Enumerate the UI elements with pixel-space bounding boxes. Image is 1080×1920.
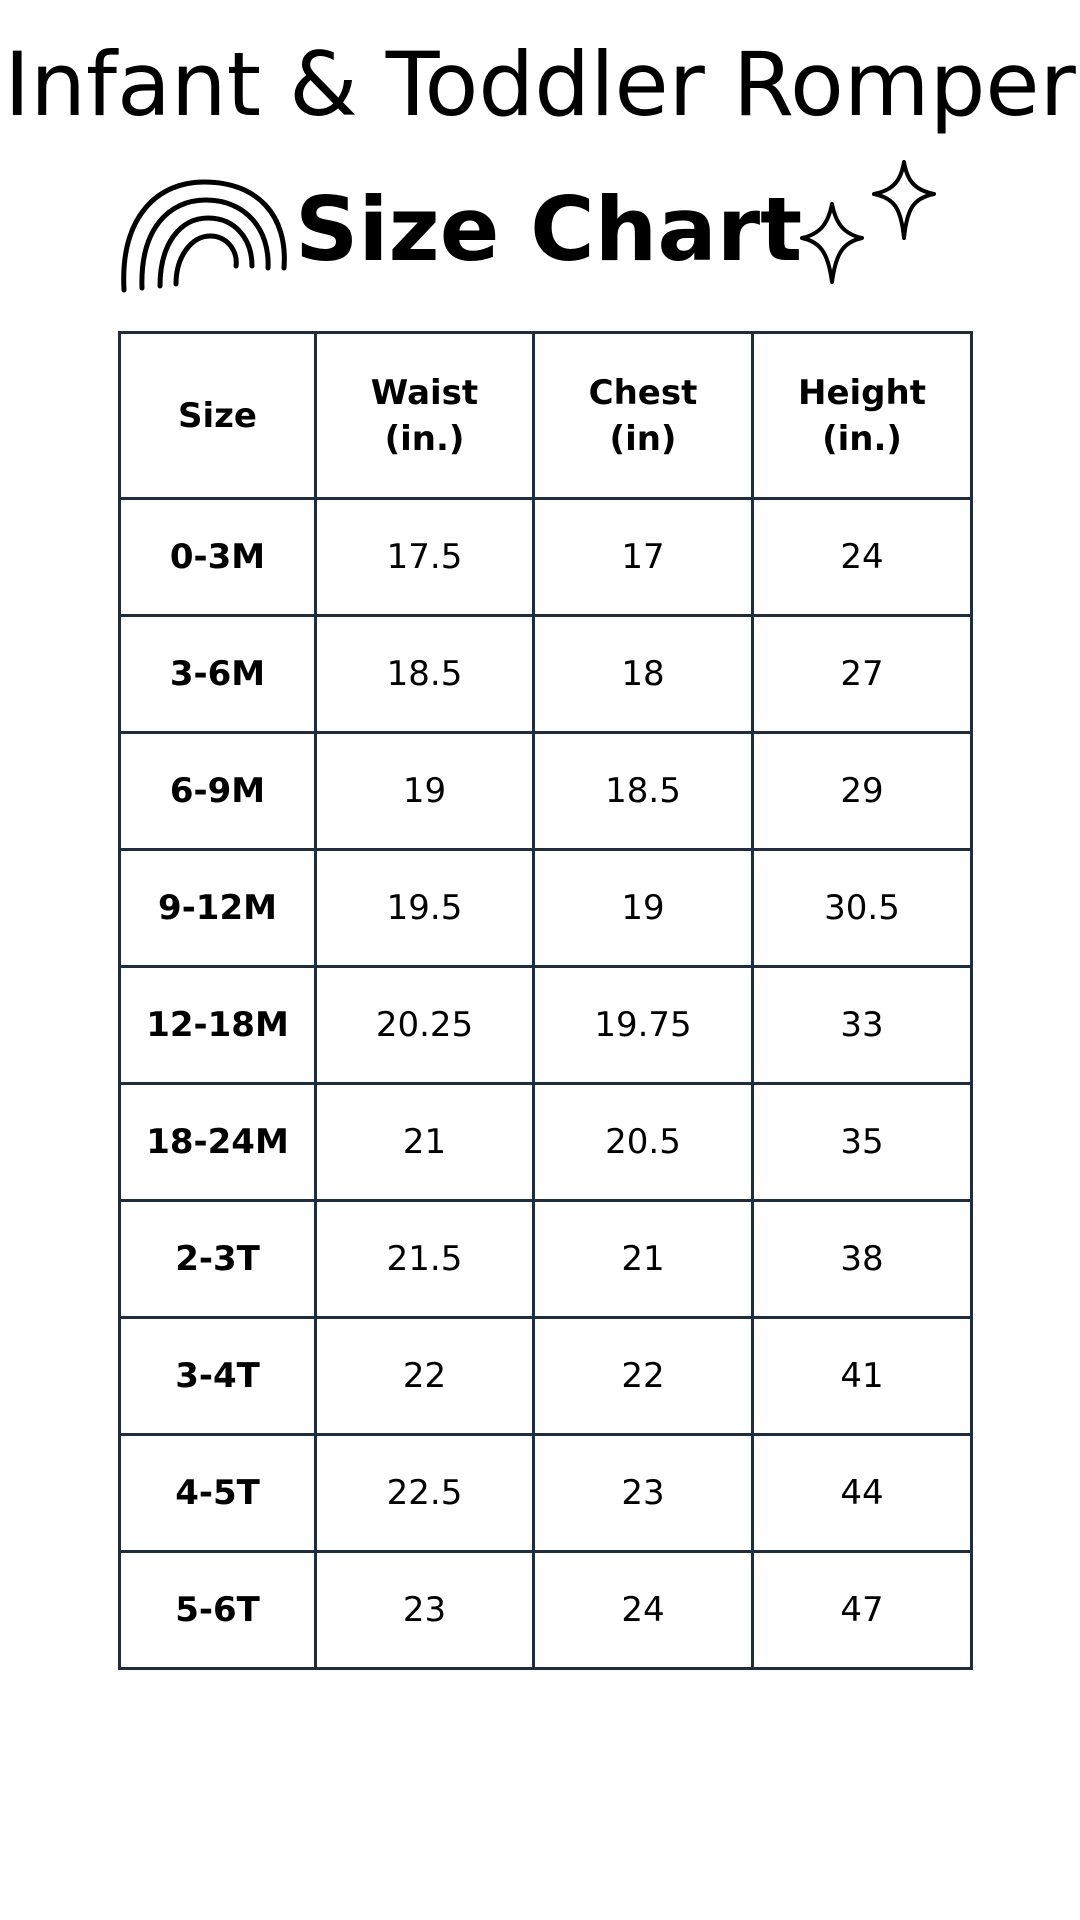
size-cell: 3-6M: [120, 616, 316, 733]
waist-cell: 18.5: [316, 616, 534, 733]
height-cell: 47: [753, 1552, 972, 1669]
column-header-size: Size: [120, 333, 316, 499]
height-cell: 29: [753, 733, 972, 850]
table-header-row: [120, 333, 972, 499]
waist-cell: 17.5: [316, 499, 534, 616]
table-row: [120, 1318, 972, 1435]
table-row: [120, 616, 972, 733]
chest-cell: 22: [534, 1318, 753, 1435]
height-cell: 33: [753, 967, 972, 1084]
chest-cell: 19.75: [534, 967, 753, 1084]
table-row: [120, 1084, 972, 1201]
chest-cell: 20.5: [534, 1084, 753, 1201]
size-cell: 4-5T: [120, 1435, 316, 1552]
waist-cell: 21.5: [316, 1201, 534, 1318]
column-header-waist: Waist (in.): [316, 333, 534, 499]
table-row: [120, 733, 972, 850]
waist-cell: 22: [316, 1318, 534, 1435]
height-cell: 41: [753, 1318, 972, 1435]
table-row: [120, 1201, 972, 1318]
chest-cell: 23: [534, 1435, 753, 1552]
column-header-height: Height (in.): [753, 333, 972, 499]
waist-cell: 19.5: [316, 850, 534, 967]
size-cell: 9-12M: [120, 850, 316, 967]
size-chart-table: [118, 331, 973, 1670]
sparkle-icon: [800, 160, 940, 290]
size-cell: 18-24M: [120, 1084, 316, 1201]
waist-cell: 23: [316, 1552, 534, 1669]
table-row: [120, 850, 972, 967]
height-cell: 44: [753, 1435, 972, 1552]
waist-cell: 20.25: [316, 967, 534, 1084]
waist-cell: 22.5: [316, 1435, 534, 1552]
page-title: Infant & Toddler Romper: [4, 33, 1076, 136]
table-row: [120, 967, 972, 1084]
height-cell: 27: [753, 616, 972, 733]
table-row: [120, 1552, 972, 1669]
page-subtitle: Size Chart: [295, 178, 803, 281]
chest-cell: 19: [534, 850, 753, 967]
size-cell: 0-3M: [120, 499, 316, 616]
rainbow-icon: [118, 176, 292, 294]
waist-cell: 21: [316, 1084, 534, 1201]
chest-cell: 18: [534, 616, 753, 733]
table-row: [120, 499, 972, 616]
size-cell: 3-4T: [120, 1318, 316, 1435]
chest-cell: 21: [534, 1201, 753, 1318]
height-cell: 24: [753, 499, 972, 616]
chest-cell: 17: [534, 499, 753, 616]
size-cell: 5-6T: [120, 1552, 316, 1669]
column-header-chest: Chest (in): [534, 333, 753, 499]
subtitle-row: [0, 160, 1080, 300]
size-cell: 6-9M: [120, 733, 316, 850]
table-row: [120, 1435, 972, 1552]
chest-cell: 18.5: [534, 733, 753, 850]
size-cell: 2-3T: [120, 1201, 316, 1318]
waist-cell: 19: [316, 733, 534, 850]
chest-cell: 24: [534, 1552, 753, 1669]
height-cell: 35: [753, 1084, 972, 1201]
size-cell: 12-18M: [120, 967, 316, 1084]
height-cell: 38: [753, 1201, 972, 1318]
height-cell: 30.5: [753, 850, 972, 967]
